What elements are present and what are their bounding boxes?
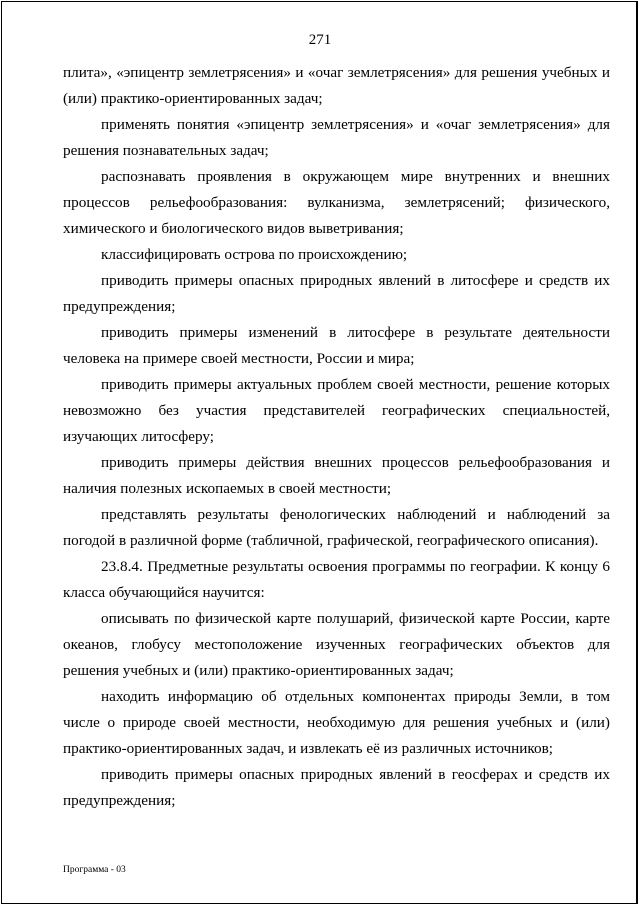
paragraph: приводить примеры опасных природных явлений в литосфере и средств их предупреждения; [63,272,610,315]
paragraph: описывать по физической карте полушарий, физической карте России, карте океанов, глобусу местоположение изученных географических объектов для решения учебных и (или) практико-ориентированных задач; [63,610,610,679]
paragraph: представлять результаты фенологических наблюдений и наблюдений за погодой в различной форме (табличной, графической, географического описания). [63,506,610,549]
paragraph: приводить примеры действия внешних процессов рельефообразования и наличия полезных ископаемых в своей местности; [63,454,610,497]
paragraph: классифицировать острова по происхождению; [101,246,408,263]
paragraph: приводить примеры актуальных проблем своей местности, решение которых невозможно без участия представителей географических специальностей, изучающих литосферу; [63,376,610,445]
paragraph: приводить примеры изменений в литосфере в результате деятельности человека на примере своей местности, России и мира; [63,324,610,367]
section-heading-paragraph: 23.8.4. Предметные результаты освоения программы по географии. К концу 6 класса обучающийся научится: [63,558,610,601]
page-number: 271 [308,32,332,48]
paragraph: распознавать проявления в окружающем мире внутренних и внешних процессов рельефообразования: вулканизма, землетрясений; физического, химического и биологического видов выветривания; [63,168,610,237]
page-footer: Программа - 03 [63,865,126,875]
paragraph: находить информацию об отдельных компонентах природы Земли, в том числе о природе своей местности, необходимую для решения учебных и (или) практико-ориентированных задач, и извлекать её из различных источников; [63,688,610,757]
paragraph: приводить примеры опасных природных явлений в геосферах и средств их предупреждения; [63,766,610,809]
paragraph: плита», «эпицентр землетрясения» и «очаг землетрясения» для решения учебных и (или) практико-ориентированных задач; [63,64,610,107]
paragraph: применять понятия «эпицентр землетрясения» и «очаг землетрясения» для решения познавательных задач; [63,116,610,159]
document-body [63,60,610,814]
